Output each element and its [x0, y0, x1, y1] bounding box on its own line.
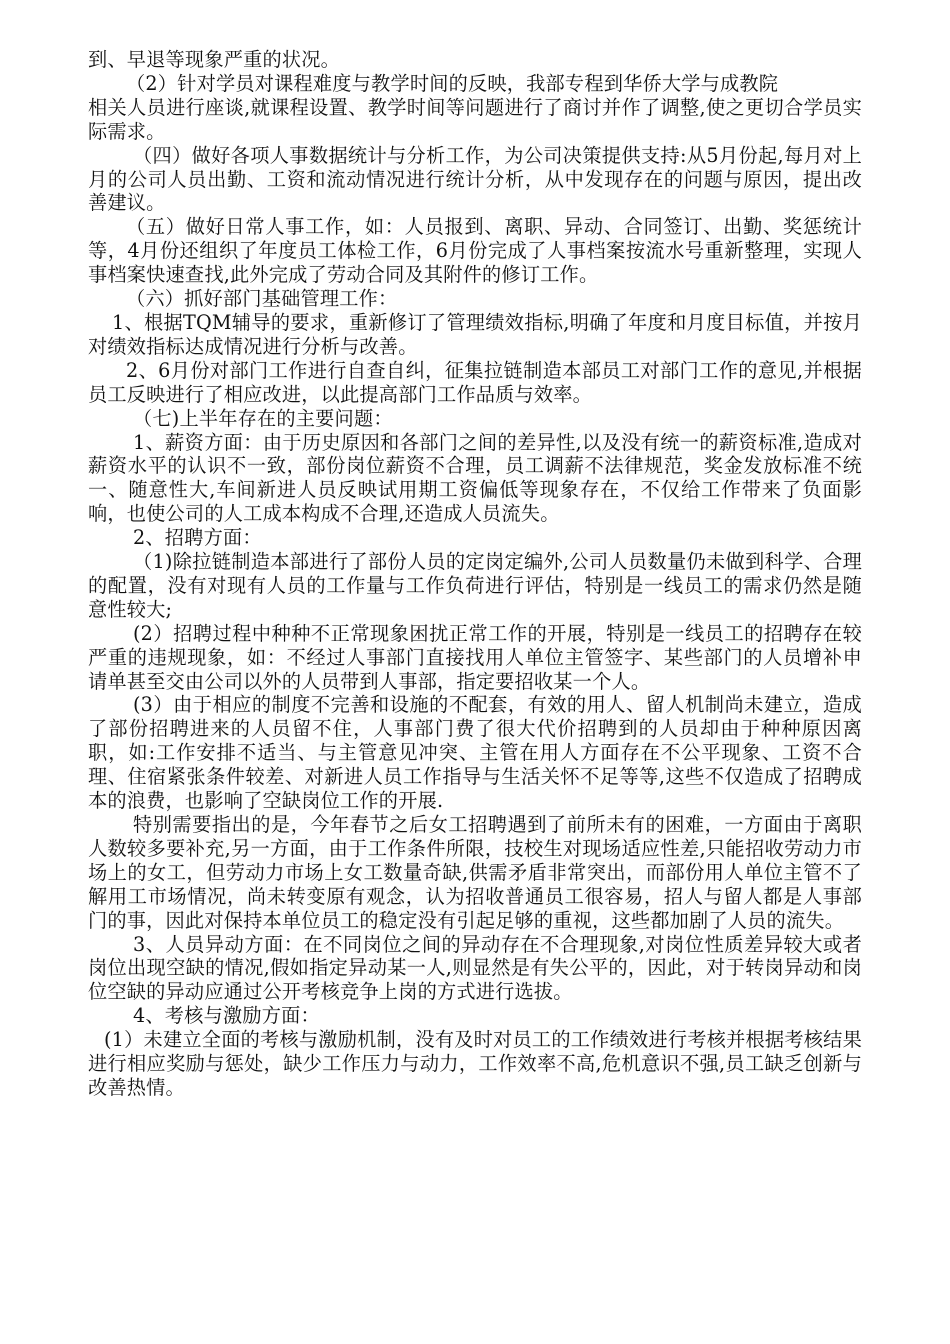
paragraph-section-6-item-1: 1、根据TQM辅导的要求，重新修订了管理绩效指标,明确了年度和月度目标值，并按月对绩效指标达成情况进行分析与改善。: [88, 310, 862, 358]
paragraph-female-worker-recruitment: 特别需要指出的是，今年春节之后女工招聘遇到了前所未有的困难，一方面由于离职人数较多要补充,另一方面，由于工作条件所限，技校生对现场适应性差,只能招收劳动力市场上的女工，但劳动力市场上女工数量奇缺,供需矛盾非常突出，而部份用人单位主管不了解用工市场情况，尚未转变原有观念，认为招收普通员工很容易，招人与留人都是人事部门的事，因此对保持本单位员工的稳定没有引起足够的重视，这些都加剧了人员的流失。: [88, 813, 862, 932]
document-page: [88, 48, 862, 1100]
paragraph-section-5: （五）做好日常人事工作，如：人员报到、离职、异动、合同签订、出勤、奖惩统计等，4月份还组织了年度员工体检工作，6月份完成了人事档案按流水号重新整理，实现人事档案快速查找,此外完成了劳动合同及其附件的修订工作。: [88, 215, 862, 287]
heading-recruitment: 2、招聘方面：: [133, 526, 262, 550]
paragraph-section-4: （四）做好各项人事数据统计与分析工作，为公司决策提供支持:从5月份起,每月对上月的公司人员出勤、工资和流动情况进行统计分析，从中发现存在的问题与原因，提出改善建议。: [88, 143, 862, 215]
paragraph-salary-issues: 1、薪资方面：由于历史原因和各部门之间的差异性,以及没有统一的薪资标准,造成对薪资水平的认识不一致，部份岗位薪资不合理，员工调薪不法律规范，奖金发放标准不统一、随意性大,车间新进人员反映试用期工资偏低等现象存在，不仅给工作带来了负面影响，也使公司的人工成本构成不合理,还造成人员流失。: [88, 430, 862, 526]
paragraph-recruitment-3: (3）由于相应的制度不完善和设施的不配套，有效的用人、留人机制尚未建立，造成了部份招聘进来的人员留不住，人事部门费了很大代价招聘到的人员却由于种种原因离职，如:工作安排不适当、与主管意见冲突、主管在用人方面存在不公平现象、工资不合理、住宿紧张条件较差、对新进人员工作指导与生活关怀不足等等,这些不仅造成了招聘成本的浪费，也影响了空缺岗位工作的开展.: [88, 693, 862, 813]
paragraph-attendance-end: 到、早退等现象严重的状况。: [88, 48, 341, 71]
heading-assessment-incentive: 4、考核与激励方面：: [133, 1004, 320, 1028]
paragraph-course-adjustment: 相关人员进行座谈,就课程设置、教学时间等问题进行了商讨并作了调整,使之更切合学员实际需求。: [88, 95, 862, 143]
heading-section-7: （七)上半年存在的主要问题：: [133, 406, 393, 430]
paragraph-recruitment-2: (2）招聘过程中种种不正常现象困扰正常工作的开展，特别是一线员工的招聘存在较严重的违规现象，如：不经过人事部门直接找用人单位主管签字、某些部门的人员增补申请单甚至交由公司以外的人员带到人事部，指定要招收某一个人。: [88, 621, 862, 693]
heading-section-6: （六）抓好部门基础管理工作：: [126, 287, 398, 311]
paragraph-section-6-item-2: 2、6月份对部门工作进行自查自纠，征集拉链制造本部员工对部门工作的意见,并根据员工反映进行了相应改进，以此提高部门工作品质与效率。: [88, 358, 862, 406]
paragraph-assessment-1: (1）未建立全面的考核与激励机制，没有及时对员工的工作绩效进行考核并根据考核结果进行相应奖励与惩处，缺少工作压力与动力，工作效率不高,危机意识不强,员工缺乏创新与改善热情。: [88, 1028, 862, 1099]
paragraph-personnel-transfer: 3、人员异动方面：在不同岗位之间的异动存在不合理现象,对岗位性质差异较大或者岗位出现空缺的情况,假如指定异动某一人,则显然是有失公平的，因此，对于转岗异动和岗位空缺的异动应通过公开考核竞争上岗的方式进行选拔。: [88, 932, 862, 1004]
paragraph-course-feedback: （2）针对学员对课程难度与教学时间的反映，我部专程到华侨大学与成教院: [126, 71, 779, 95]
paragraph-recruitment-1: （1)除拉链制造本部进行了部份人员的定岗定编外,公司人员数量仍未做到科学、合理的配置，没有对现有人员的工作量与工作负荷进行评估，特别是一线员工的需求仍然是随意性较大;: [88, 550, 862, 621]
